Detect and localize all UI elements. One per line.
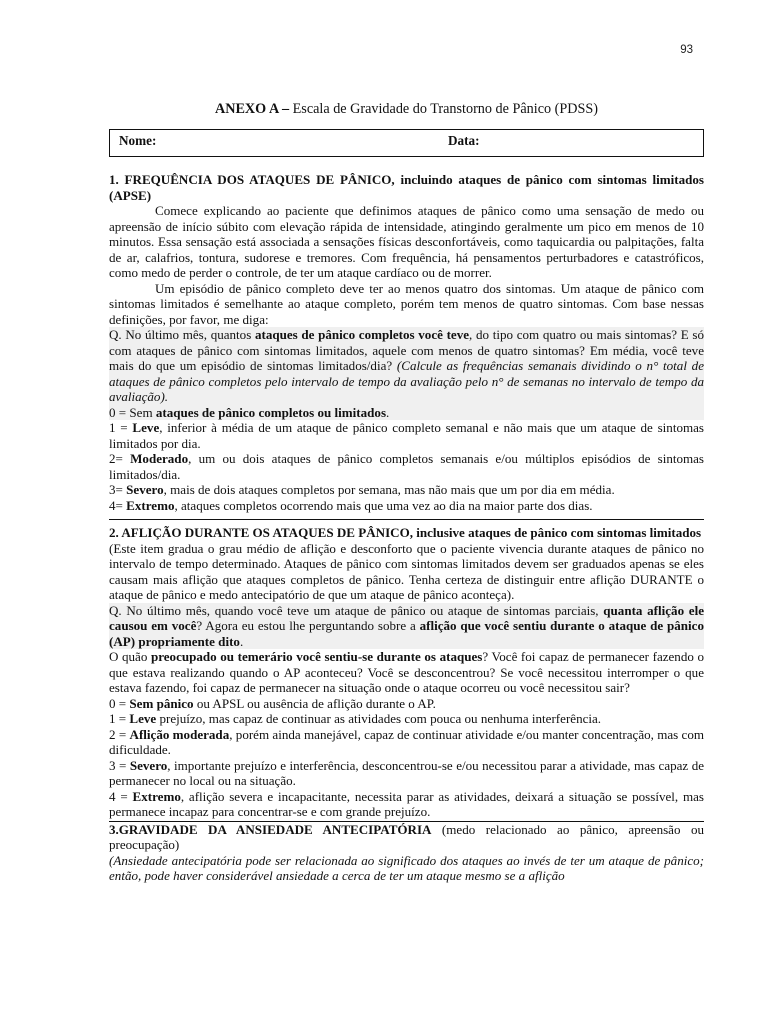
rating-0: 0 = Sem pânico ou APSL ou ausência de aflição durante o AP. <box>109 695 436 711</box>
rating-2: 2 = Aflição moderada, porém ainda manejável, capaz de continuar atividade e/ou manter concentração, mas com dificuldade. <box>109 726 704 757</box>
section-3-heading: 3.GRAVIDADE DA ANSIEDADE ANTECIPATÓRIA (medo relacionado ao pânico, apreensão ou preocupação) <box>109 821 704 852</box>
rating-3: 3= Severo, mais de dois ataques completos por semana, mas não mais que um por dia em média. <box>109 482 615 497</box>
question-text: , do tipo com quatro ou mais sintomas? E só com ataques de pânico com sintomas limitados, aquele com menos de quatro sintomas? Em média, você teve mais do que um episódio de sintomas limitados/dia? <box>109 327 705 373</box>
annex-label: ANEXO A – <box>214 101 290 117</box>
date-label: Data: <box>448 133 480 148</box>
rating-1: 1 = Leve prejuízo, mas capaz de continuar as atividades com pouca ou nenhuma interferência. <box>109 711 602 726</box>
section-1-question <box>109 327 704 405</box>
rating-2: 2= Moderado, um ou dois ataques de pânico completos semanais e/ou múltiplos episódios de sintomas limitados/dia. <box>109 451 705 482</box>
section-2-heading: 2. AFLIÇÃO DURANTE OS ATAQUES DE PÂNICO, inclusive ataques de pânico com sintomas limitados <box>109 525 702 540</box>
section-1-para-1: Comece explicando ao paciente que definimos ataques de pânico como uma sensação de medo ou apreensão de início súbito com elevação rápida de intensidade, atingindo geralmente um pico em menos de 10 minutos. Essa sensação está associada a sensações físicas desconfortáveis, como taquicardia ou palpitações, falta de ar, calafrios, tontura, sudorese e tremores. Com frequência, há pensamentos perturbadores e catastróficos, como medo de perder o controle, de ter um ataque cardíaco ou de morrer. <box>109 203 704 280</box>
question-emphasis: ataques de pânico completos você teve <box>254 327 470 342</box>
rating-4: 4 = Extremo, aflição severa e incapacitante, necessita parar as atividades, deixará a situação se possível, mas permanece incapaz para concentrar-se e com grande prejuízo. <box>109 788 704 819</box>
section-1 <box>109 172 704 513</box>
annex-title <box>109 100 704 118</box>
rating-3: 3 = Severo, importante prejuízo e interferência, desconcentrou-se e/ou necessitou parar a atividade, mas capaz de permanecer no local ou na situação. <box>109 757 705 788</box>
page-number: 93 <box>680 44 693 56</box>
section-3-note: (Ansiedade antecipatória pode ser relacionada ao significado dos ataques ao invés de ter um ataque de pânico; então, pode haver considerável ansiedade a cerca de ter um ataque mesmo se a aflição <box>109 852 704 883</box>
name-label: Nome: <box>119 133 157 148</box>
section-1-para-2: Um episódio de pânico completo deve ter ao menos quatro dos sintomas. Um ataque de pânico com sintomas limitados é semelhante ao ataque completo, porém tem menos de quatro sintomas. Com base nessas definições, por favor, me diga: <box>109 280 704 327</box>
rating-1: 1 = Leve, inferior à média de um ataque de pânico completo semanal e não mais que um ataque de sintomas limitados por dia. <box>109 420 704 451</box>
annex-title-text: Escala de Gravidade do Transtorno de Pânico (PDSS) <box>289 101 599 117</box>
section-2 <box>109 525 704 820</box>
rating-4: 4= Extremo, ataques completos ocorrendo mais que uma vez ao dia na maior parte dos dias. <box>109 497 593 513</box>
section-2-intro: (Este item gradua o grau médio de aflição e desconforto que o paciente vivencia durante ataques de pânico no intervalo de tempo determinado. Ataques de pânico com sintomas limitados devem ser graduados apenas se eles causam mais aflição que ataques completos de pânico. Tenha certeza de distinguir entre aflição DURANTE o ataque de pânico e medo antecipatório de que um ataque de pânico aconteça). <box>109 540 704 602</box>
question-text: Q. No último mês, quantos <box>109 327 255 342</box>
section-1-heading: 1. FREQUÊNCIA DOS ATAQUES DE PÂNICO, incluindo ataques de pânico com sintomas limitados (APSE) <box>109 172 704 203</box>
section-divider <box>109 519 704 520</box>
document-body <box>109 100 704 884</box>
question-note: (Calcule as frequências semanais dividindo o n° total de ataques de pânico completos pelo intervalo de tempo da avaliação pelo n° de semanas no intervalo de tempo da avaliação). <box>109 358 704 404</box>
section-2-followup: O quão preocupado ou temerário você sentiu-se durante os ataques? Você foi capaz de permanecer fazendo o que estava realizando quando o AP aconteceu? Você se desconcentrou? Se você necessitou interromper o que estava fazendo, foi capaz de permanecer na situação onde o ataque ocorreu ou você necessitou sair? <box>109 649 704 695</box>
section-2-question: Q. No último mês, quando você teve um ataque de pânico ou ataque de sintomas parciais, quanta aflição ele causou em você? Agora eu estou lhe perguntando sobre a aflição que você sentiu durante o ataque de pânico (AP) propriamente dito. <box>109 602 704 649</box>
rating-0: 0 = Sem ataques de pânico completos ou limitados. <box>109 405 704 421</box>
section-3 <box>109 822 704 884</box>
name-date-box <box>109 129 704 157</box>
